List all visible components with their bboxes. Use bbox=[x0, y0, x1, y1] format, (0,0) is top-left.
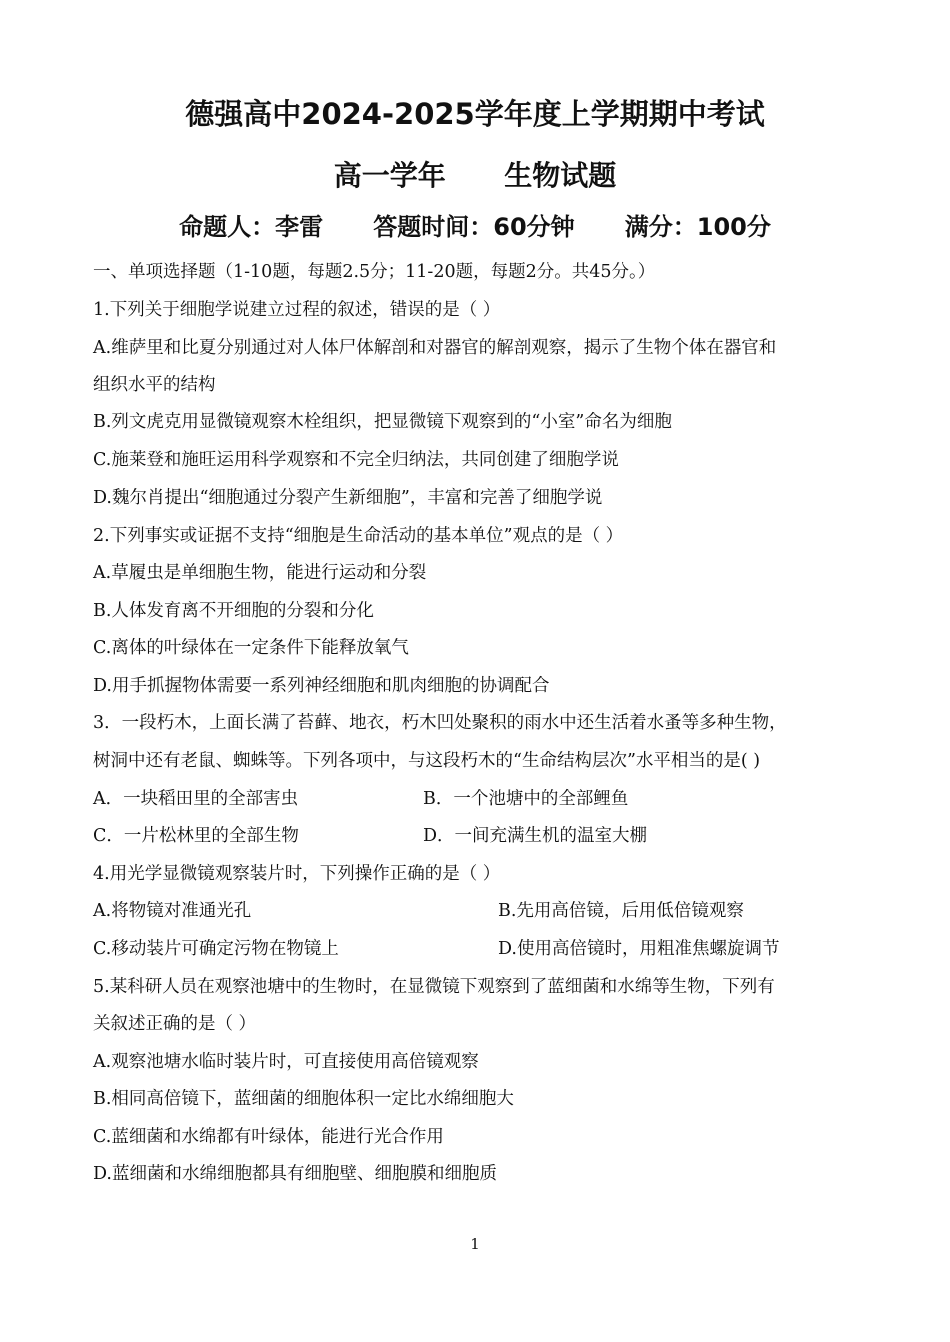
question-2-option-d: D.用手抓握物体需要一系列神经细胞和肌肉细胞的协调配合 bbox=[93, 676, 550, 696]
question-2-option-c: C.离体的叶绿体在一定条件下能释放氧气 bbox=[93, 638, 409, 658]
question-4-stem: 4.用光学显微镜观察装片时，下列操作正确的是（ ） bbox=[93, 864, 501, 884]
question-4-option-c: C.移动装片可确定污物在物镜上 bbox=[93, 939, 339, 959]
page-number: 1 bbox=[470, 1235, 480, 1253]
question-1-option-b: B.列文虎克用显微镜观察木栓组织，把显微镜下观察到的“小室”命名为细胞 bbox=[93, 412, 672, 432]
question-5-option-d: D.蓝细菌和水绵细胞都具有细胞壁、细胞膜和细胞质 bbox=[93, 1164, 497, 1184]
exam-title: 德强高中2024-2025学年度上学期期中考试 bbox=[185, 97, 765, 131]
question-3-stem-cont: 树洞中还有老鼠、蜘蛛等。下列各项中，与这段朽木的“生命结构层次”水平相当的是( ) bbox=[93, 751, 761, 771]
question-1-option-c: C.施莱登和施旺运用科学观察和不完全归纳法，共同创建了细胞学说 bbox=[93, 450, 619, 470]
question-1-stem: 1.下列关于细胞学说建立过程的叙述，错误的是（ ） bbox=[93, 300, 501, 320]
question-4-option-a: A.将物镜对准通光孔 bbox=[93, 901, 252, 921]
question-5-stem: 5.某科研人员在观察池塘中的生物时，在显微镜下观察到了蓝细菌和水绵等生物，下列有 bbox=[93, 977, 775, 997]
question-2-option-a: A.草履虫是单细胞生物，能进行运动和分裂 bbox=[93, 563, 427, 583]
question-3-option-c: C．一片松林里的全部生物 bbox=[93, 826, 299, 846]
question-2-option-b: B.人体发育离不开细胞的分裂和分化 bbox=[93, 601, 374, 621]
question-5-option-b: B.相同高倍镜下，蓝细菌的细胞体积一定比水绵细胞大 bbox=[93, 1089, 514, 1109]
exam-subtitle: 高一学年 生物试题 bbox=[333, 159, 617, 192]
question-3-option-a: A．一块稻田里的全部害虫 bbox=[93, 789, 299, 809]
question-3-option-d: D．一间充满生机的温室大棚 bbox=[423, 826, 648, 846]
question-1-option-a: A.维萨里和比夏分别通过对人体尸体解剖和对器官的解剖观察，揭示了生物个体在器官和 bbox=[93, 338, 777, 358]
exam-meta: 命题人：李雷 答题时间：60分钟 满分：100分 bbox=[179, 213, 771, 241]
question-3-stem: 3．一段朽木，上面长满了苔藓、地衣，朽木凹处聚积的雨水中还生活着水蚤等多种生物， bbox=[93, 713, 787, 733]
question-4-option-b: B.先用高倍镜，后用低倍镜观察 bbox=[498, 901, 744, 921]
question-1-option-a-cont: 组织水平的结构 bbox=[93, 375, 216, 395]
question-4-option-d: D.使用高倍镜时，用粗准焦螺旋调节 bbox=[498, 939, 780, 959]
question-5-option-a: A.观察池塘水临时装片时，可直接使用高倍镜观察 bbox=[93, 1052, 479, 1072]
question-5-stem-cont: 关叙述正确的是（ ） bbox=[93, 1014, 257, 1034]
question-2-stem: 2.下列事实或证据不支持“细胞是生命活动的基本单位”观点的是（ ） bbox=[93, 526, 624, 546]
question-3-option-b: B．一个池塘中的全部鲤鱼 bbox=[423, 789, 629, 809]
question-1-option-d: D.魏尔肖提出“细胞通过分裂产生新细胞”，丰富和完善了细胞学说 bbox=[93, 488, 603, 508]
section-heading: 一、单项选择题（1-10题，每题2.5分；11-20题，每题2分。共45分。） bbox=[93, 262, 656, 282]
question-5-option-c: C.蓝细菌和水绵都有叶绿体，能进行光合作用 bbox=[93, 1127, 444, 1147]
